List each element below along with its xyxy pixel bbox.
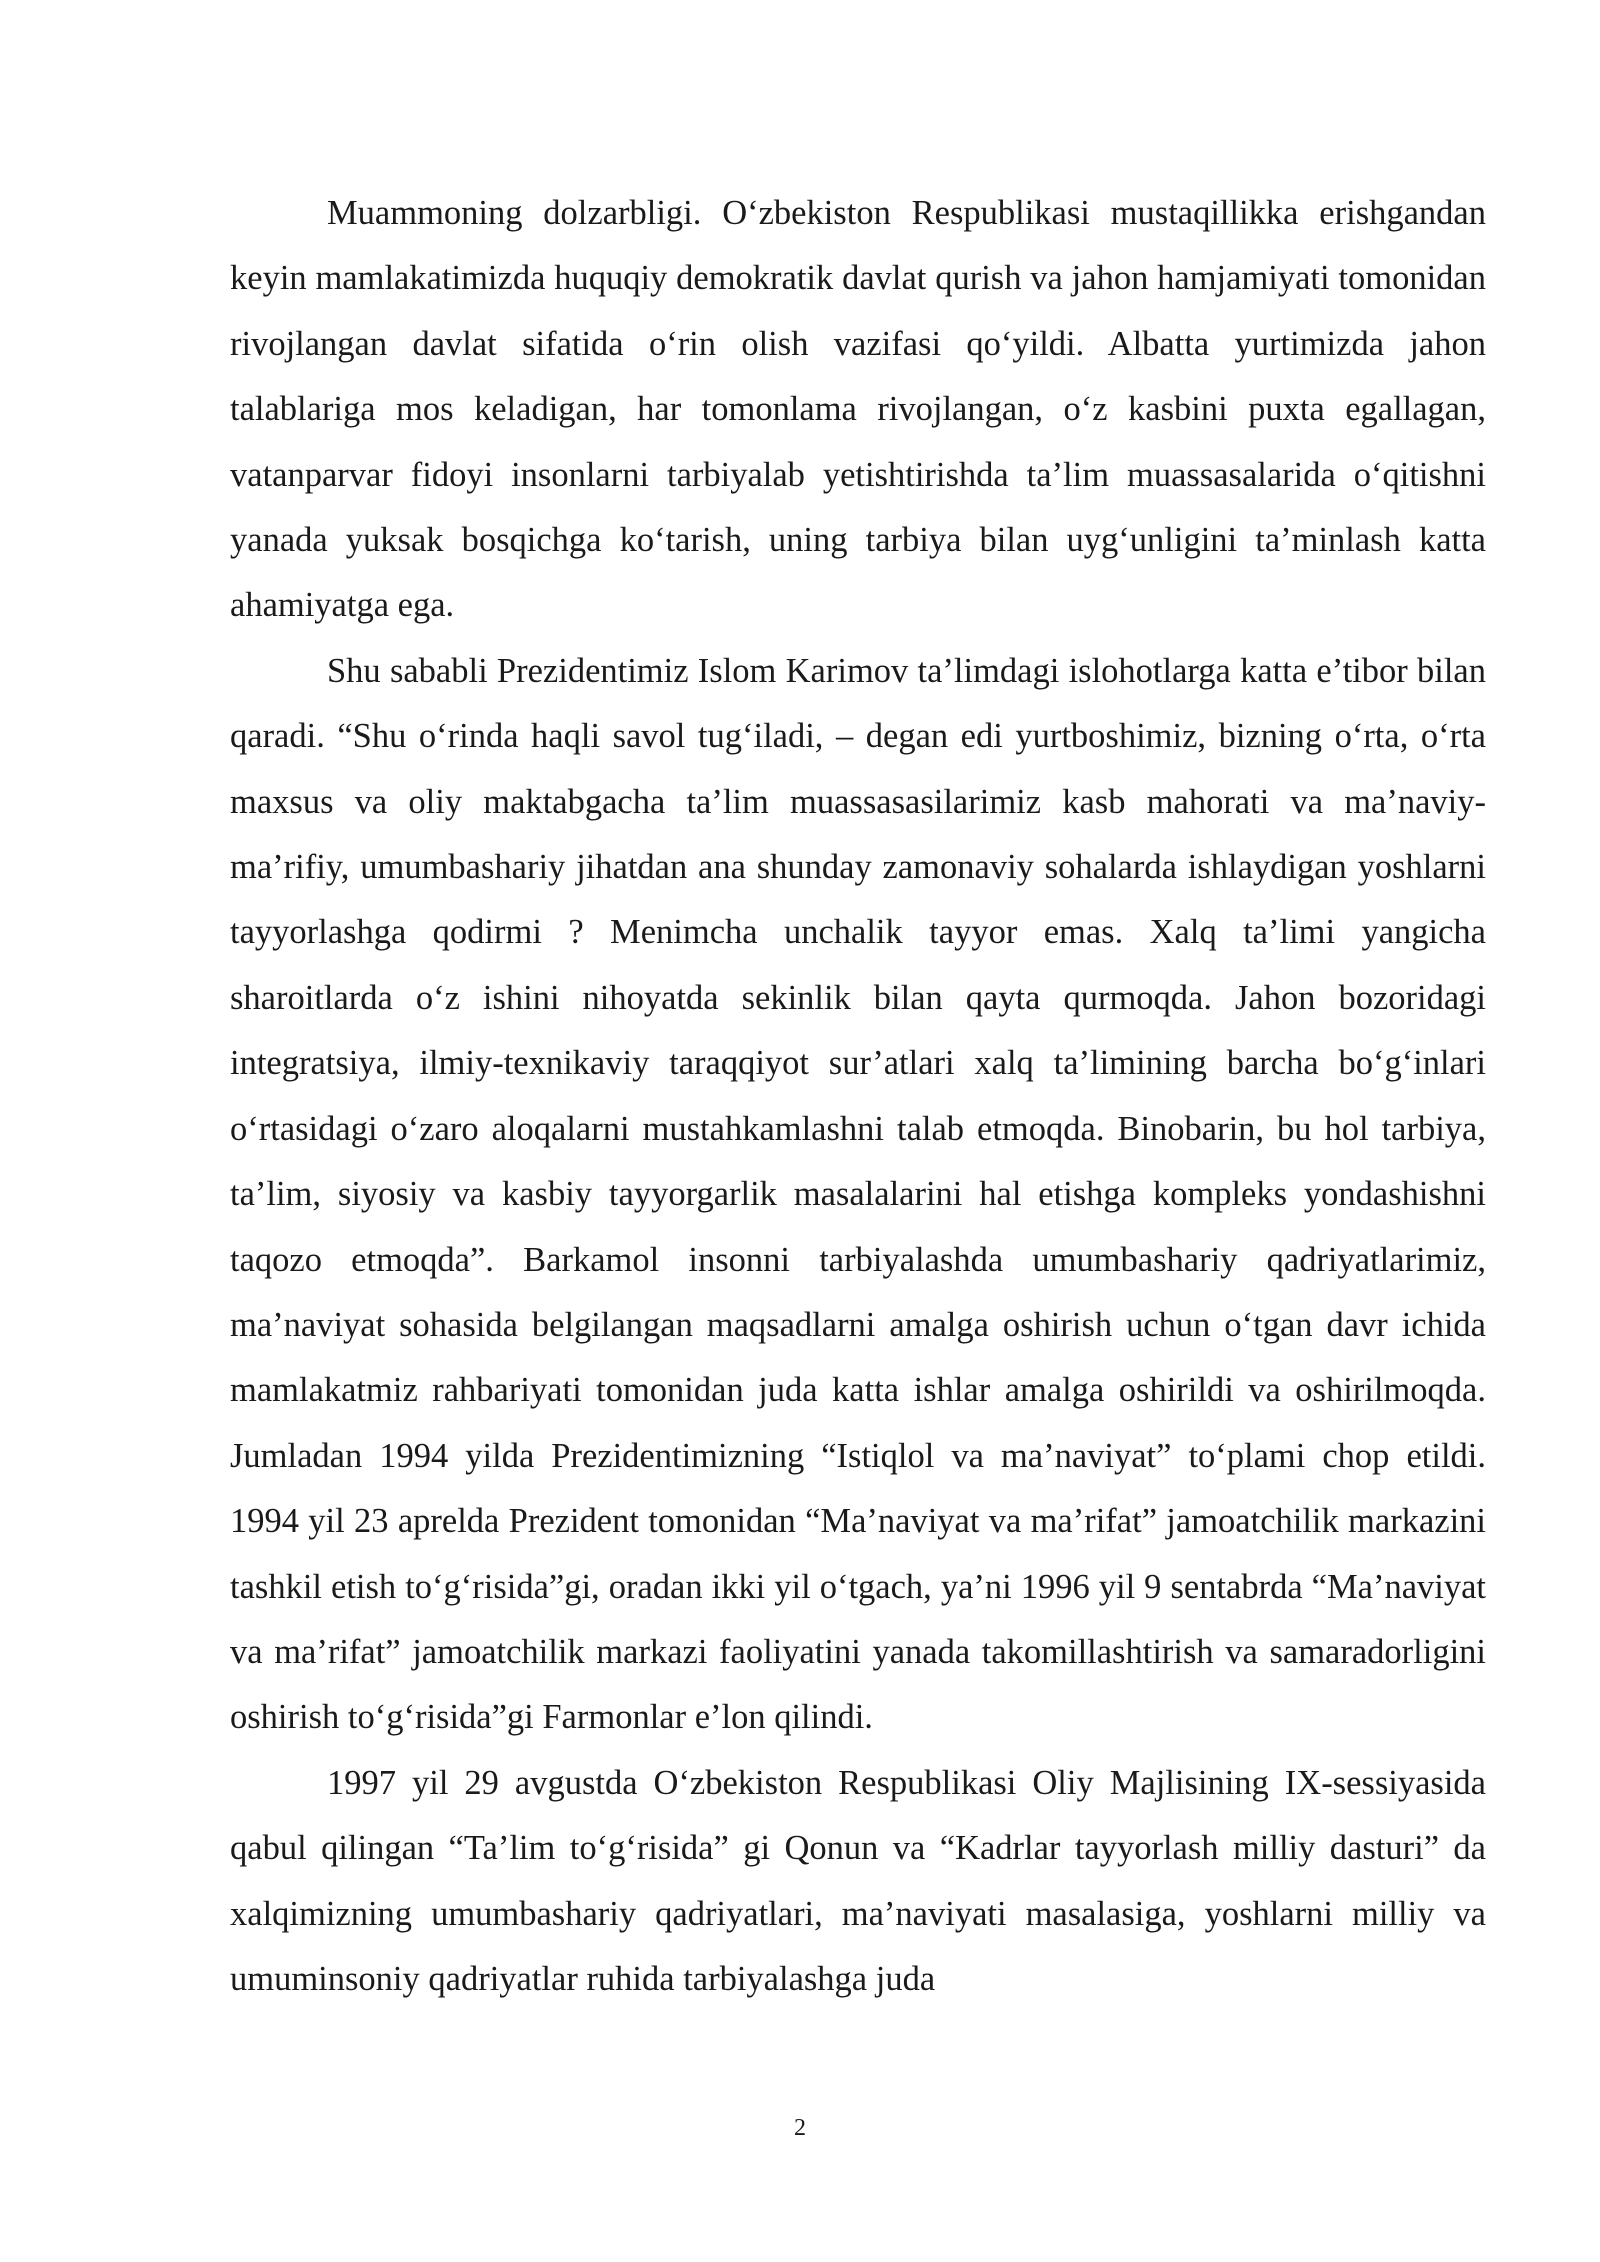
paragraph-president: Shu sababli Prezidentimiz Islom Karimov ta’limdagi islohotlarga katta e’tibor bilan qaradi. “Shu o‘rinda haqli savol tug‘iladi, – degan edi yurtboshimiz, bizning o‘rta, o‘rta maxsus va oliy maktabgacha ta’lim muassasasilarimiz kasb mahorati va ma’naviy-ma’rifiy, umumbashariy jihatdan ana shunday zamonaviy sohalarda ishlaydigan yoshlarni tayyorlashga qodirmi ? Menimcha unchalik tayyor emas. Xalq ta’limi yangicha sharoitlarda o‘z ishini nihoyatda sekinlik bilan qayta qurmoqda. Jahon bozoridagi integratsiya, ilmiy-texnikaviy taraqqiyot sur’atlari xalq ta’limining barcha bo‘g‘inlari o‘rtasidagi o‘zaro aloqalarni mustahkamlashni talab etmoqda. Binobarin, bu hol tarbiya, ta’lim, siyosiy va kasbiy tayyorgarlik masalalarini hal etishga kompleks yondashishni taqozo etmoqda”. Barkamol insonni tarbiyalashda umumbashariy qadriyatlarimiz, ma’naviyat sohasida belgilangan maqsadlarni amalga oshirish uchun o‘tgan davr ichida mamlakatmiz rahbariyati tomonidan juda katta ishlar amalga oshirildi va oshirilmoqda. Jumladan 1994 yilda Prezidentimizning “Istiqlol va ma’naviyat” to‘plami chop etildi. 1994 yil 23 aprelda Prezident tomonidan “Ma’naviyat va ma’rifat” jamoatchilik markazini tashkil etish to‘g‘risida”gi, oradan ikki yil o‘tgach, ya’ni 1996 yil 9 sentabrda “Ma’naviyat va ma’rifat” jamoatchilik markazi faoliyatini yanada takomillashtirish va samaradorligini oshirish to‘g‘risida”gi Farmonlar e’lon qilindi. [230, 651, 1486, 1737]
paragraph-intro: Muammoning dolzarbligi. O‘zbekiston Respublikasi mustaqillikka erishgandan keyin mamlakatimizda huquqiy demokratik davlat qurish va jahon hamjamiyati tomonidan rivojlangan davlat sifatida o‘rin olish vazifasi qo‘yildi. Albatta yurtimizda jahon talablariga mos keladigan, har tomonlama rivojlangan, o‘z kasbini puxta egallagan, vatanparvar fidoyi insonlarni tarbiyalab yetishtirishda ta’lim muassasalarida o‘qitishni yanada yuksak bosqichga ko‘tarish, uning tarbiya bilan uyg‘unligini ta’minlash katta ahamiyatga ega. [230, 194, 1486, 625]
page-number: 2 [794, 2115, 806, 2141]
document-body [230, 181, 1486, 2012]
paragraph-law-1997: 1997 yil 29 avgustda O‘zbekiston Respublikasi Oliy Majlisining IX-sessiyasida qabul qilingan “Ta’lim to‘g‘risida” gi Qonun va “Kadrlar tayyorlash milliy dasturi” da xalqimizning umumbashariy qadriyatlari, ma’naviyati masalasiga, yoshlarni milliy va umuminsoniy qadriyatlar ruhida tarbiyalashga juda [230, 1763, 1486, 1998]
